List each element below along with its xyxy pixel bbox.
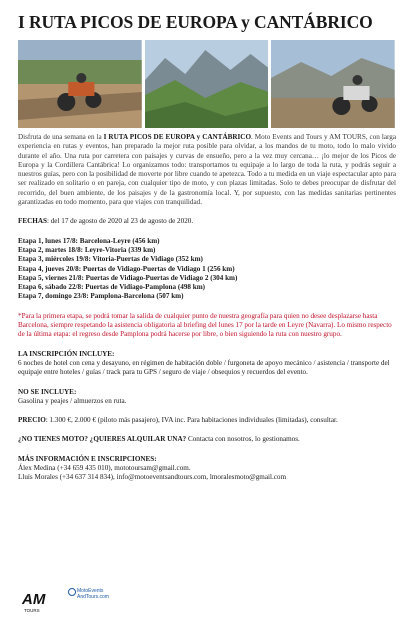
motorbike-mountain-photo bbox=[271, 40, 395, 128]
no-incluye-heading: NO SE INCLUYE: bbox=[18, 387, 77, 396]
no-incluye-text: Gasolina y peajes / almuerzos en ruta. bbox=[18, 396, 127, 405]
document-body bbox=[18, 133, 396, 483]
stage-item: Etapa 1, lunes 17/8: Barcelona-Leyre (456 km) bbox=[18, 236, 160, 245]
intro-event-name: I RUTA PICOS DE EUROPA y CANTÁBRICO bbox=[103, 133, 252, 141]
am-logo-text: AM bbox=[22, 591, 46, 608]
motoevents-logo bbox=[69, 588, 109, 600]
stages-list bbox=[18, 237, 396, 302]
stage-item: Etapa 3, miércoles 19/8: Vitoria-Puertas de Vidiago (352 km) bbox=[18, 255, 203, 264]
motorbike-dirt-road-photo bbox=[18, 40, 142, 128]
am-logo-subtext: TOURS bbox=[24, 608, 40, 613]
precio-label: PRECIO bbox=[18, 416, 46, 425]
contact-line-lluis: Lluís Morales (+34 637 314 834), info@motoeventsandtours.com, lmoralesmoto@gmail.com bbox=[18, 473, 287, 482]
am-tours-logo bbox=[21, 591, 46, 613]
intro-text-2: . Moto Events and Tours y AM TOURS, con larga experiencia en rutas y eventos, han preparado la mejor ruta posible para olvidar, a los mandos de tu moto, todo lo malo vivido durante el año. Una ruta por carretera con paisajes y curvas de ensueño, pero a la vez muy cercana… ¡lo mejor de los Picos de Europa y la Cordillera Cantábrica! Lo organizamos todo: transportamos tu equipaje a lo largo de toda la ruta, y podrás seguir a nuestros guías, pero con la posibilidad de moverte por libre cuando te apetezca. Todo a tu medida en un viaje espectacular apto para ser realizado en solitario o en pareja, con cualquier tipo de moto, y con plazas limitadas. Solo te debes preocupar de disfrutar del recorrido, del buen ambiente, de los paisajes y de la gastronomía local. Y, por supuesto, con las medidas sanitarias pertinentes garantizadas en todo momento, para que viajes con tranquilidad. bbox=[18, 133, 396, 207]
incluye-text: 6 noches de hotel con cena y desayuno, en régimen de habitación doble / furgoneta de apoyo mecánico / asistencia / transporte del equipaje entre hoteles / guías / track para tu GPS / seguro de viaje / obsequios y recuerdos del evento. bbox=[18, 358, 390, 377]
motoevents-text: MotoEvents bbox=[77, 588, 104, 594]
document-title: I RUTA PICOS DE EUROPA y CANTÁBRICO bbox=[18, 12, 373, 32]
stage-item: Etapa 5, viernes 21/8: Puertas de Vidiago-Puertas de Vidiago 2 (304 km) bbox=[18, 273, 238, 282]
contact-line-alex: Álex Medina (+34 659 435 010), mototoursam@gmail.com. bbox=[18, 464, 191, 473]
intro-text-1: Disfruta de una semana en la bbox=[18, 133, 104, 141]
motoevents-icon bbox=[69, 589, 76, 596]
photo-strip bbox=[18, 40, 395, 128]
stage-item: Etapa 6, sábado 22/8: Puertas de Vidiago-Pamplona (498 km) bbox=[18, 283, 206, 292]
incluye-heading: LA INSCRIPCIÓN INCLUYE: bbox=[18, 349, 115, 358]
stage-item: Etapa 4, jueves 20/8: Puertas de Vidiago-Puertas de Vidiago 1 (256 km) bbox=[18, 264, 235, 273]
footer-logos bbox=[20, 584, 120, 616]
motoevents-domain-text: AndTours.com bbox=[77, 594, 109, 600]
fechas-text: : del 17 de agosto de 2020 al 23 de agosto de 2020. bbox=[46, 217, 194, 226]
first-stage-note: *Para la primera etapa, se podrá tomar la salida de cualquier punto de nuestra geografía para quien no desee desplazarse hasta Barcelona, siempre respetando la asistencia obligatoria al briefing del lunes 17 por la tarde en Leyre (Navarra). Lo mismo respecto de la última etapa: el regreso desde Pamplona podrá hacerse por libre, o bien siguiendo la ruta con nuestro grupo. bbox=[18, 311, 392, 339]
intro-paragraph bbox=[18, 133, 396, 207]
precio-text: : 1.300 €, 2.000 € (piloto más pasajero), IVA inc. Para habitaciones individuales (limitadas), consultar. bbox=[45, 416, 338, 425]
stage-item: Etapa 7, domingo 23/8: Pamplona-Barcelona (507 km) bbox=[18, 292, 184, 301]
stage-item: Etapa 2, martes 18/8: Leyre-Vitoria (339 km) bbox=[18, 245, 156, 254]
logos-svg bbox=[20, 584, 120, 616]
precio-line bbox=[18, 416, 396, 425]
fechas-label: FECHAS bbox=[18, 217, 47, 226]
fechas-line bbox=[18, 217, 396, 226]
mountain-valley-photo bbox=[145, 40, 269, 128]
contacto-heading: MÁS INFORMACIÓN E INSCRIPCIONES: bbox=[18, 454, 157, 463]
alquilar-text: Contacta con nosotros, lo gestionamos. bbox=[186, 435, 300, 444]
alquilar-line bbox=[18, 435, 396, 444]
alquilar-label: ¿NO TIENES MOTO? ¿QUIERES ALQUILAR UNA? bbox=[18, 435, 187, 444]
